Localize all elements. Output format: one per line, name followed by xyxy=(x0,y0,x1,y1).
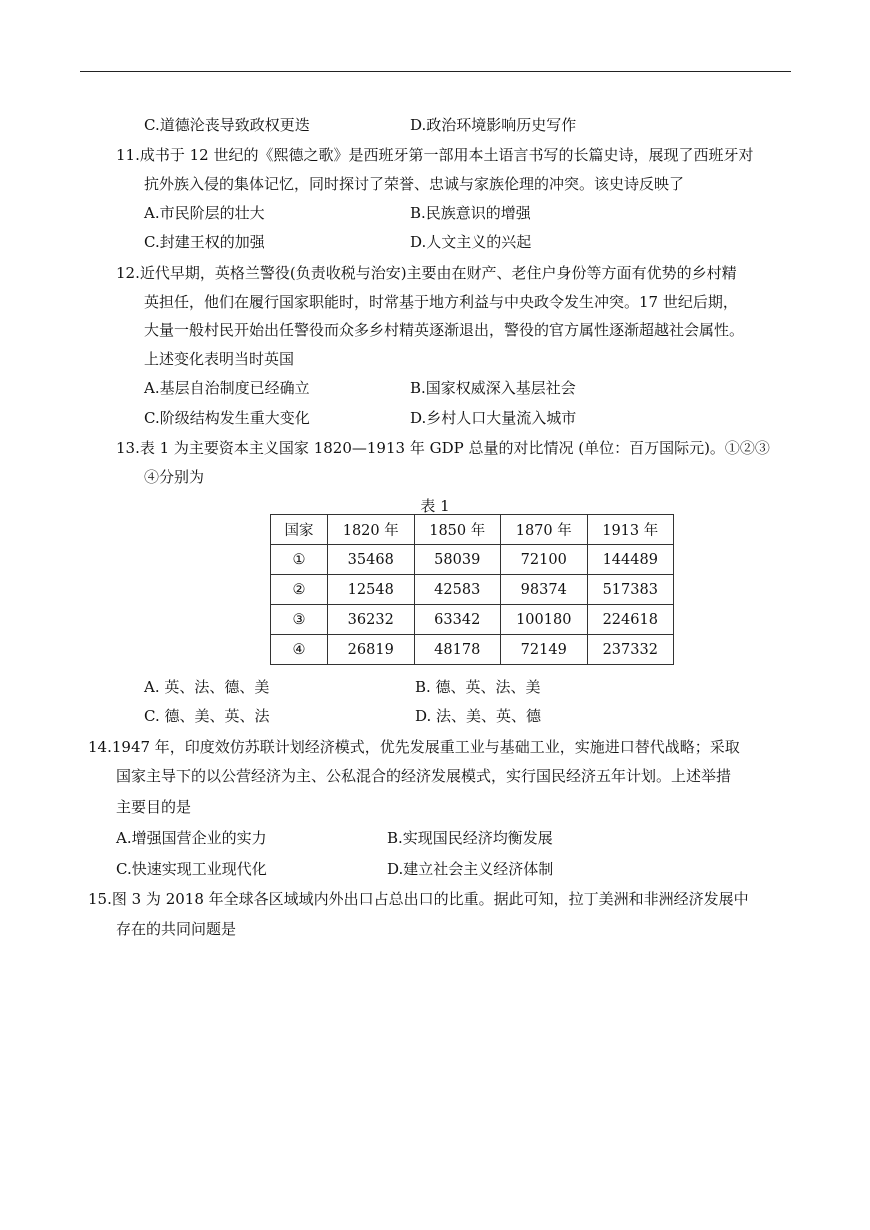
table-cell: 36232 xyxy=(328,605,415,635)
table-caption: 表 1 xyxy=(420,497,450,515)
q12-stem-line-1: 12.近代早期，英格兰警役(负责收税与治安)主要由在财产、老住户身份等方面有优势的乡村精 xyxy=(116,264,737,282)
q12-option-d: D.乡村人口大量流入城市 xyxy=(410,409,577,427)
header-rule xyxy=(80,71,791,72)
table-cell: 42583 xyxy=(414,575,501,605)
q11-option-c: C.封建王权的加强 xyxy=(144,233,265,251)
q15-stem-line-1: 15.图 3 为 2018 年全球各区域域内外出口占总出口的比重。据此可知，拉丁美洲和非洲经济发展中 xyxy=(88,890,749,908)
q14-option-c: C.快速实现工业现代化 xyxy=(116,860,267,878)
q12-option-b: B.国家权威深入基层社会 xyxy=(410,379,576,397)
q14-stem-line-2: 国家主导下的以公营经济为主、公私混合的经济发展模式，实行国民经济五年计划。上述举措 xyxy=(116,767,732,785)
table-cell: 144489 xyxy=(587,545,674,575)
q12-stem-line-2: 英担任，他们在履行国家职能时，时常基于地方利益与中央政令发生冲突。17 世纪后期， xyxy=(144,293,738,311)
table-cell: 48178 xyxy=(414,635,501,665)
table-header-cell: 1850 年 xyxy=(414,515,501,545)
q13-option-c: C. 德、美、英、法 xyxy=(144,707,270,725)
table-cell: ② xyxy=(271,575,328,605)
table-cell: 237332 xyxy=(587,635,674,665)
q11-option-a: A.市民阶层的壮大 xyxy=(144,204,265,222)
q13-option-a: A. 英、法、德、美 xyxy=(144,678,270,696)
table-cell: ④ xyxy=(271,635,328,665)
table-cell: ① xyxy=(271,545,328,575)
q14-option-b: B.实现国民经济均衡发展 xyxy=(387,829,553,847)
table-header-cell: 1870 年 xyxy=(501,515,588,545)
q14-option-d: D.建立社会主义经济体制 xyxy=(387,860,554,878)
table-header-cell: 1913 年 xyxy=(587,515,674,545)
q13-stem-line-2: ④分别为 xyxy=(144,468,205,486)
q12-stem-line-4: 上述变化表明当时英国 xyxy=(144,350,295,368)
table-cell: 35468 xyxy=(328,545,415,575)
table-cell: 517383 xyxy=(587,575,674,605)
table-header-cell: 国家 xyxy=(271,515,328,545)
q11-option-d: D.人文主义的兴起 xyxy=(410,233,532,251)
q15-stem-line-2: 存在的共同问题是 xyxy=(116,920,237,938)
q10-option-d: D.政治环境影响历史写作 xyxy=(410,116,577,134)
table-cell: 26819 xyxy=(328,635,415,665)
q10-option-c: C.道德沦丧导致政权更迭 xyxy=(144,116,310,134)
table-header-cell: 1820 年 xyxy=(328,515,415,545)
q12-option-a: A.基层自治制度已经确立 xyxy=(144,379,310,397)
q11-stem-line-1: 11.成书于 12 世纪的《熙德之歌》是西班牙第一部用本土语言书写的长篇史诗，展现了西班牙对 xyxy=(116,146,754,164)
table-row xyxy=(271,605,674,635)
table-row xyxy=(271,635,674,665)
q13-stem-line-1: 13.表 1 为主要资本主义国家 1820—1913 年 GDP 总量的对比情况 (单位：百万国际元)。①②③ xyxy=(116,439,770,457)
table-cell: 12548 xyxy=(328,575,415,605)
q14-stem-line-1: 14.1947 年，印度效仿苏联计划经济模式，优先发展重工业与基础工业，实施进口替代战略；采取 xyxy=(88,738,740,756)
q13-option-b: B. 德、英、法、美 xyxy=(415,678,541,696)
q12-stem-line-3: 大量一般村民开始出任警役而众多乡村精英逐渐退出，警役的官方属性逐渐超越社会属性。 xyxy=(144,321,745,339)
q14-stem-line-3: 主要目的是 xyxy=(116,798,192,816)
table-cell: 98374 xyxy=(501,575,588,605)
table-row xyxy=(271,575,674,605)
table-header-row xyxy=(271,515,674,545)
q11-option-b: B.民族意识的增强 xyxy=(410,204,531,222)
table-cell: 72149 xyxy=(501,635,588,665)
table-cell: 100180 xyxy=(501,605,588,635)
table-row xyxy=(271,545,674,575)
q11-stem-line-2: 抗外族入侵的集体记忆，同时探讨了荣誉、忠诚与家族伦理的冲突。该史诗反映了 xyxy=(144,175,685,193)
q12-option-c: C.阶级结构发生重大变化 xyxy=(144,409,310,427)
q14-option-a: A.增强国营企业的实力 xyxy=(116,829,267,847)
table-cell: 63342 xyxy=(414,605,501,635)
table-cell: ③ xyxy=(271,605,328,635)
table-cell: 58039 xyxy=(414,545,501,575)
q13-option-d: D. 法、美、英、德 xyxy=(415,707,542,725)
table-cell: 224618 xyxy=(587,605,674,635)
gdp-table xyxy=(270,514,674,665)
table-cell: 72100 xyxy=(501,545,588,575)
